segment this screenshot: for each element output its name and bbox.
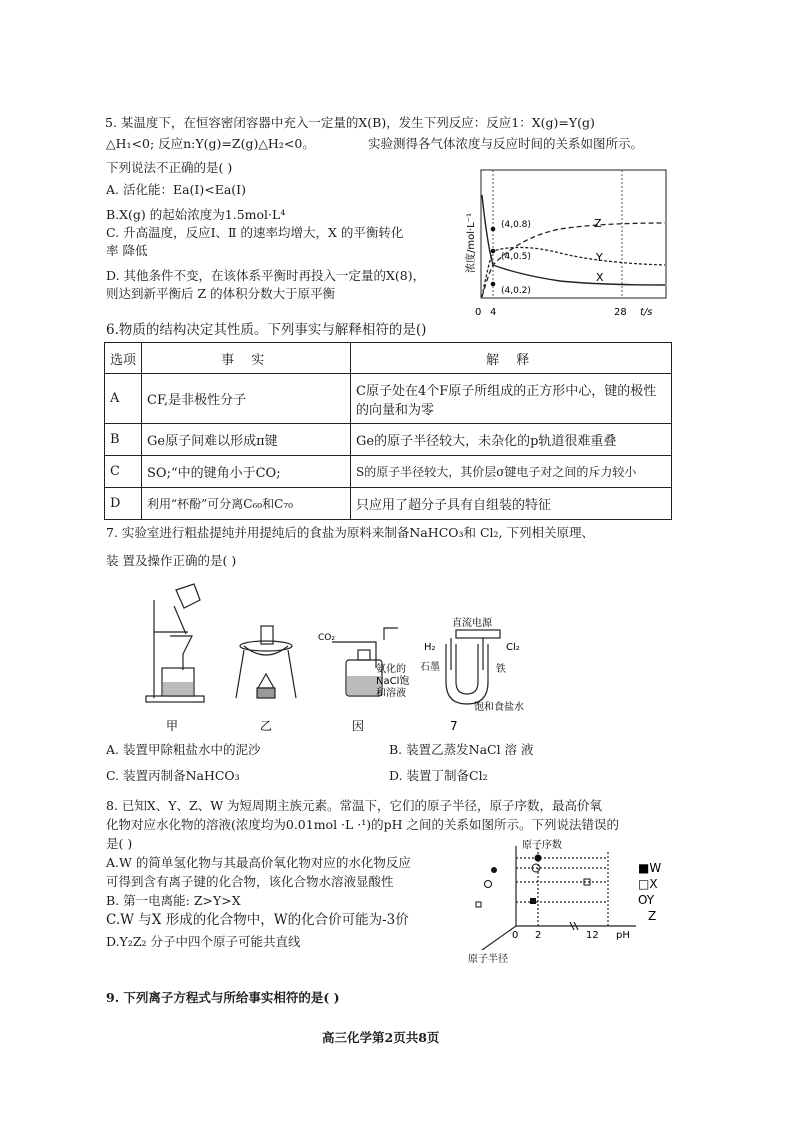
co2-label: CO₂ bbox=[318, 633, 335, 643]
nacl-label-2: NaCl饱 bbox=[376, 676, 410, 687]
q8-option-c: C.W 与X 形成的化合物中，W的化合价可能为-3价 bbox=[106, 912, 409, 928]
q5-curve-x: X bbox=[596, 271, 604, 284]
q5-option-c1: C. 升高温度，反应Ⅰ、Ⅱ 的速率均增大，X 的平衡转化 bbox=[106, 225, 404, 240]
row-explanation: 只应用了超分子具有自组装的特征 bbox=[351, 488, 672, 520]
nacl-label-1: 氨化的 bbox=[376, 664, 406, 675]
brine-label: 饱和食盐水 bbox=[474, 702, 524, 713]
legend-y: OY bbox=[638, 893, 655, 907]
table-row bbox=[105, 424, 672, 456]
q5-tick-4: 4 bbox=[490, 307, 497, 318]
header-fact: 事 实 bbox=[142, 343, 351, 374]
table-header-row bbox=[105, 343, 672, 374]
q5-option-d1: D. 其他条件不变，在该体系平衡时再投入一定量的X(8)， bbox=[106, 268, 426, 283]
figure-label-ding: 7 bbox=[450, 719, 458, 733]
q5-line2a: △H₁<0; 反应n:Y(g)=Z(g)△H₂<0。 bbox=[106, 136, 315, 151]
legend-x: □X bbox=[638, 877, 658, 891]
h2-label: H₂ bbox=[424, 642, 436, 653]
row-option: B bbox=[105, 424, 142, 456]
q5-point-1: (4,0.8) bbox=[501, 220, 531, 230]
projection-y bbox=[485, 881, 492, 888]
page-footer: 高三化学第2页共8页 bbox=[322, 1030, 440, 1045]
electrolysis-apparatus bbox=[446, 630, 500, 704]
q8-tick-2: 2 bbox=[535, 930, 542, 941]
q5-prompt: 下列说法不正确的是( ) bbox=[106, 160, 233, 175]
point-w bbox=[530, 898, 536, 904]
q5-tick-0: 0 bbox=[475, 307, 482, 318]
q6-title: 6.物质的结构决定其性质。下列事实与解释相符的是() bbox=[106, 322, 427, 338]
evaporation-apparatus bbox=[236, 626, 296, 698]
row-option: C bbox=[105, 456, 142, 488]
q7-apparatus-figure bbox=[140, 570, 540, 738]
row-fact: CF,是非极性分子 bbox=[142, 374, 351, 424]
q5-option-b: B.X(g) 的起始浓度为1.5mol·L⁴ bbox=[106, 207, 286, 222]
nacl-label-3: 和溶液 bbox=[376, 688, 406, 699]
q7-line1: 7. 实验室进行粗盐提纯并用提纯后的食盐为原料来制备NaHCO₃和 Cl₂, 下列相关原理、 bbox=[106, 525, 595, 540]
legend-w: ■W bbox=[638, 861, 662, 875]
projection-z bbox=[491, 867, 497, 873]
filtration-apparatus bbox=[146, 584, 204, 702]
projection-x bbox=[476, 902, 481, 907]
q5-x-axis-label: t/s bbox=[640, 307, 653, 318]
q5-line1: 5. 某温度下，在恒容密闭容器中充入一定量的X(B)，发生下列反应：反应1：X(g)=Y(g) bbox=[105, 115, 595, 130]
q7-option-b: B. 装置乙蒸发NaCl 溶 液 bbox=[389, 742, 534, 757]
table-row bbox=[105, 374, 672, 424]
q8-line3: 是( ) bbox=[106, 836, 133, 851]
cl2-label: Cl₂ bbox=[506, 642, 520, 653]
q8-y-axis-label: 原子序数 bbox=[522, 840, 562, 851]
q5-point-2: (4,0.5) bbox=[501, 252, 531, 262]
iron-label: 铁 bbox=[496, 664, 506, 675]
q8-option-d: D.Y₂Z₂ 分子中四个原子可能共直线 bbox=[106, 934, 301, 949]
q6-table bbox=[104, 342, 672, 520]
q8-option-a2: 可得到含有离子键的化合物，该化合物水溶液显酸性 bbox=[106, 874, 394, 889]
q5-option-c2: 率 降低 bbox=[106, 243, 148, 258]
q5-tick-28: 28 bbox=[614, 307, 627, 318]
q9-line: 9. 下列离子方程式与所给事实相符的是( ) bbox=[106, 990, 340, 1005]
header-option: 选项 bbox=[105, 343, 142, 374]
q5-point-3: (4,0.2) bbox=[501, 286, 531, 296]
q5-option-d2: 则达到新平衡后 Z 的体积分数大于原平衡 bbox=[106, 286, 336, 301]
graphite-label: 石墨 bbox=[420, 662, 440, 673]
point-z bbox=[535, 855, 542, 862]
q7-line2: 装 置及操作正确的是( ) bbox=[106, 553, 237, 568]
figure-label-bing: 因 bbox=[352, 719, 365, 733]
legend-z: Z bbox=[648, 909, 657, 923]
q8-z-axis-label: 原子半径 bbox=[468, 954, 508, 965]
row-option: D bbox=[105, 488, 142, 520]
q8-tick-12: 12 bbox=[586, 930, 599, 941]
q8-x-axis-label: pH bbox=[616, 930, 630, 941]
row-fact: 利用“杯酚”可分离C₆₀和C₇₀ bbox=[142, 488, 351, 520]
table-row bbox=[105, 456, 672, 488]
power-label: 直流电源 bbox=[452, 618, 492, 629]
row-explanation: C原子处在4个F原子所组成的正方形中心，键的极性的向量和为零 bbox=[351, 374, 672, 424]
header-explanation: 解 释 bbox=[351, 343, 672, 374]
row-fact: SO;“中的键角小于CO; bbox=[142, 456, 351, 488]
q8-tick-0: 0 bbox=[512, 930, 519, 941]
q7-option-c: C. 装置丙制备NaHCO₃ bbox=[106, 768, 240, 783]
q5-y-axis-label: 浓度/mol·L⁻¹ bbox=[466, 212, 477, 273]
q8-element-chart bbox=[466, 838, 666, 968]
row-fact: Ge原子间难以形成π键 bbox=[142, 424, 351, 456]
q5-option-a: A. 活化能：Ea(I)<Ea(I) bbox=[106, 182, 246, 197]
q7-option-d: D. 装置丁制备Cl₂ bbox=[389, 768, 488, 783]
figure-label-yi: 乙 bbox=[260, 719, 273, 733]
q8-option-b: B. 第一电离能: Z>Y>X bbox=[106, 893, 241, 908]
row-explanation: Ge的原子半径较大，未杂化的p轨道很难重叠 bbox=[351, 424, 672, 456]
q7-option-a: A. 装置甲除粗盐水中的泥沙 bbox=[106, 742, 261, 757]
q5-curve-z: Z bbox=[594, 217, 602, 230]
q8-option-a1: A.W 的简单氢化物与其最高价氧化物对应的水化物反应 bbox=[106, 855, 411, 870]
table-row bbox=[105, 488, 672, 520]
q5-curve-y: Y bbox=[596, 251, 603, 264]
q5-line2b: 实验测得各气体浓度与反应时间的关系如图所示。 bbox=[368, 136, 644, 151]
q5-concentration-chart bbox=[460, 165, 670, 325]
row-explanation: S的原子半径较大，其价层σ键电子对之间的斥力较小 bbox=[351, 456, 672, 488]
q8-line2: 化物对应水化物的溶液(浓度均为0.01mol ·L ·¹)的pH 之间的关系如图所示。下列说法错误的 bbox=[106, 817, 620, 832]
q8-line1: 8. 已知X、Y、Z、W 为短周期主族元素。常温下，它们的原子半径，原子序数，最高价氧 bbox=[106, 798, 603, 813]
figure-label-jia: 甲 bbox=[166, 719, 179, 733]
row-option: A bbox=[105, 374, 142, 424]
